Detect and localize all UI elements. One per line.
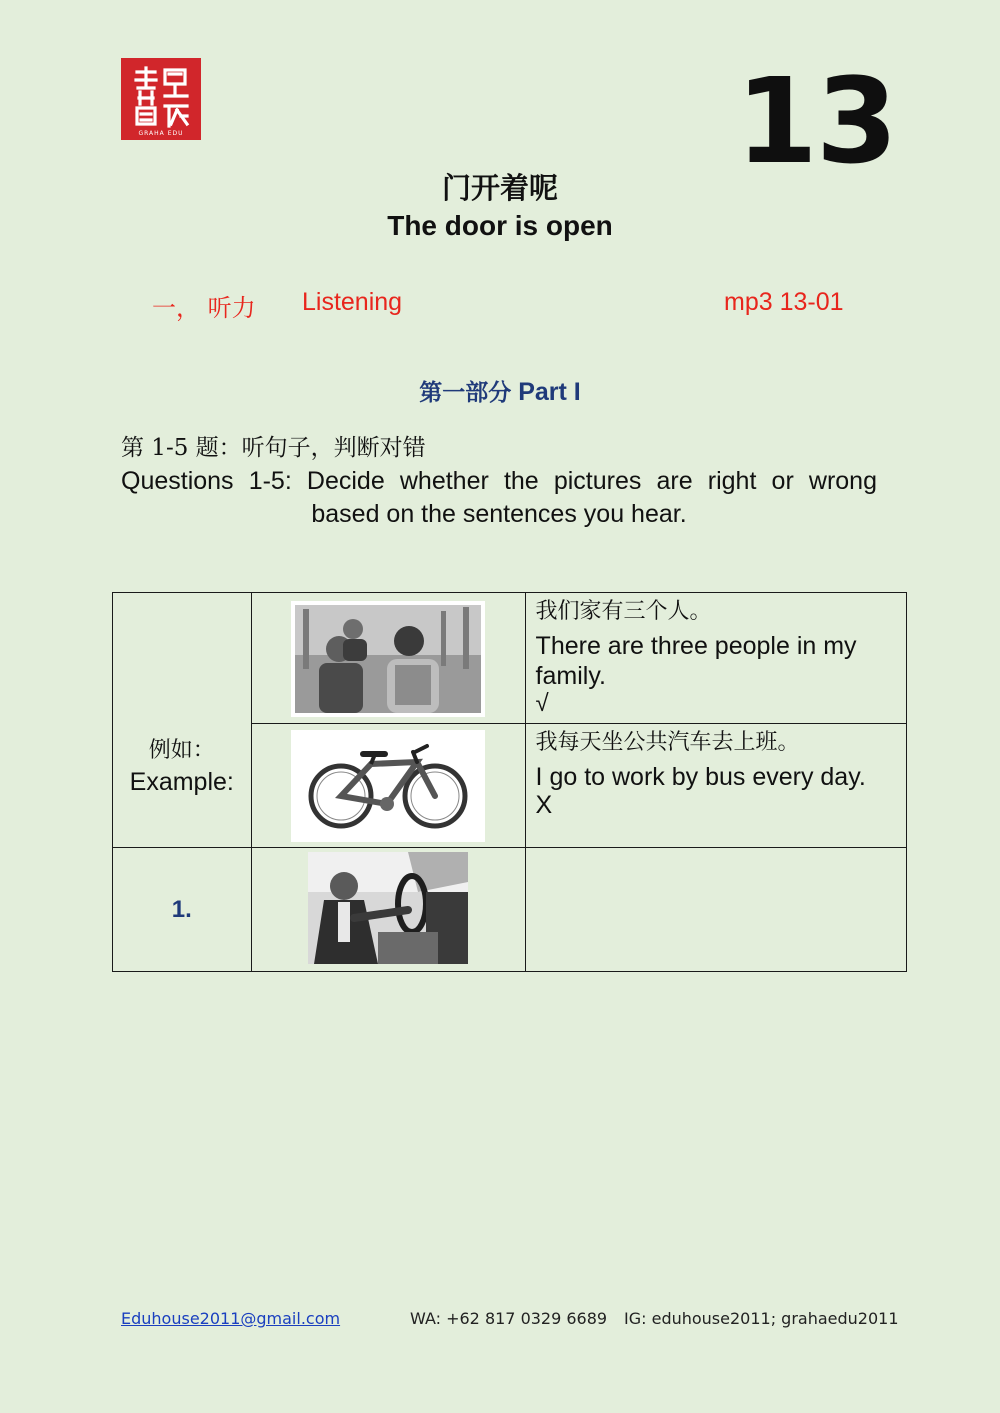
table-row (113, 593, 907, 724)
question-table (112, 592, 907, 972)
answer-mark: √ (535, 690, 549, 717)
answer-mark: X (535, 791, 553, 819)
graha-edu-logo (121, 58, 201, 140)
example-sentence-chinese: 我们家有三个人。 (535, 599, 712, 624)
footer-email-link[interactable]: Eduhouse2011@gmail.com (121, 1309, 341, 1328)
instructions-english: Questions 1-5: Decide whether the pictures are right or wrong based on the sentences you hear. (121, 467, 877, 528)
example-sentence-cell (525, 724, 906, 848)
section-heading-chinese: 一， 听力 (152, 294, 256, 322)
instructions-chinese: 第 1-5 题：听句子，判断对错 (121, 435, 426, 461)
example-sentence-english: I go to work by bus every day. (535, 763, 866, 791)
part-heading-chinese: 第一部分 (419, 379, 512, 406)
image-cell (251, 724, 525, 848)
part-heading (0, 374, 1000, 407)
table-row (113, 848, 907, 972)
example-label-chinese: 例如： (148, 738, 215, 763)
family-photo (291, 601, 485, 717)
answer-cell (525, 848, 906, 972)
audio-track-label: mp3 13-01 (724, 288, 844, 316)
example-label-cell (113, 593, 252, 848)
example-sentence-cell (525, 593, 906, 724)
title-english: The door is open (387, 210, 613, 241)
man-driving-car-photo (308, 852, 468, 964)
example-sentence-english: There are three people in my family. (535, 632, 857, 690)
section-heading-english: Listening (302, 288, 403, 316)
lesson-number: 13 (735, 52, 896, 190)
example-label-english: Example: (129, 768, 234, 796)
footer-whatsapp: WA: +62 817 0329 6689 (410, 1309, 608, 1328)
part-heading-english: Part I (518, 378, 581, 406)
footer-instagram: IG: eduhouse2011; grahaedu2011 (624, 1309, 899, 1328)
logo-wordmark: GRAHA EDU (138, 130, 184, 137)
bicycle-photo (291, 730, 485, 842)
example-sentence-chinese: 我每天坐公共汽车去上班。 (535, 730, 800, 755)
image-cell (251, 848, 525, 972)
question-number: 1. (113, 848, 252, 972)
image-cell (251, 593, 525, 724)
title-chinese: 门开着呢 (441, 171, 558, 205)
